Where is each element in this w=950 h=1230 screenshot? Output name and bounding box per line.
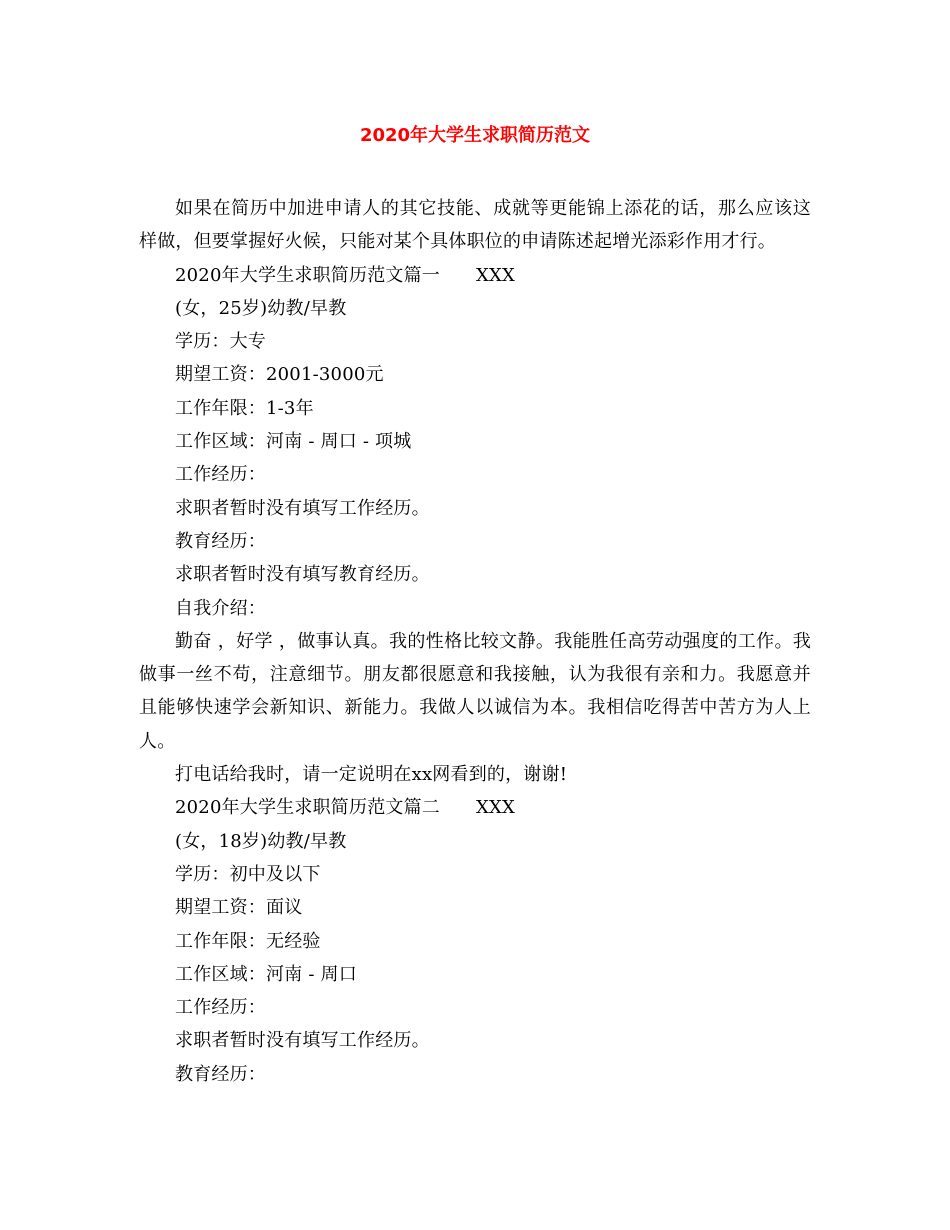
resume2-heading: 2020年大学生求职简历范文篇二	[175, 797, 441, 819]
resume1-heading-line	[139, 259, 811, 292]
resume1-profile: (女，25岁)幼教/早教	[175, 297, 347, 319]
resume2-name: XXX	[476, 797, 516, 819]
resume1-salary: 期望工资：2001-3000元	[175, 364, 384, 386]
resume1-self-text: 勤奋 ，好学 ，做事认真。我的性格比较文静。我能胜任高劳动强度的工作。我做事一丝不苟，注意细节。朋友都很愿意和我接触，认为我很有亲和力。我愿意并且能够快速学会新知识、新能力。我做人以诚信为本。我相信吃得苦中苦方为人上人。	[139, 630, 811, 752]
resume2-profile: (女，18岁)幼教/早教	[175, 830, 347, 852]
resume1-education: 学历：大专	[175, 331, 266, 353]
resume1-self-label: 自我介绍：	[175, 597, 266, 619]
resume2-region: 工作区域：河南 - 周口	[175, 963, 357, 985]
resume2-work-text: 求职者暂时没有填写工作经历。	[175, 1030, 430, 1052]
resume1-work-text: 求职者暂时没有填写工作经历。	[175, 497, 430, 519]
resume2-salary: 期望工资：面议	[175, 897, 303, 919]
resume2-work-label: 工作经历：	[175, 997, 266, 1019]
resume2-edu-label: 教育经历：	[175, 1063, 266, 1085]
resume1-heading: 2020年大学生求职简历范文篇一	[175, 264, 441, 286]
resume1-contact: 打电话给我时，请一定说明在xx网看到的，谢谢!	[175, 764, 568, 786]
resume1-years: 工作年限：1-3年	[175, 397, 314, 419]
resume1-name: XXX	[476, 264, 516, 286]
document-body	[139, 192, 811, 1091]
page-title: 2020年大学生求职简历范文	[359, 125, 591, 146]
resume2-years: 工作年限：无经验	[175, 930, 321, 952]
resume1-work-label: 工作经历：	[175, 464, 266, 486]
resume1-edu-label: 教育经历：	[175, 530, 266, 552]
intro-paragraph: 如果在简历中加进申请人的其它技能、成就等更能锦上添花的话，那么应该这样做，但要掌握好火候，只能对某个具体职位的申请陈述起增光添彩作用才行。	[139, 198, 811, 253]
resume1-edu-text: 求职者暂时没有填写教育经历。	[175, 564, 430, 586]
resume1-region: 工作区域：河南 - 周口 - 项城	[175, 431, 412, 453]
resume2-education: 学历：初中及以下	[175, 863, 321, 885]
resume2-heading-line	[139, 791, 811, 824]
